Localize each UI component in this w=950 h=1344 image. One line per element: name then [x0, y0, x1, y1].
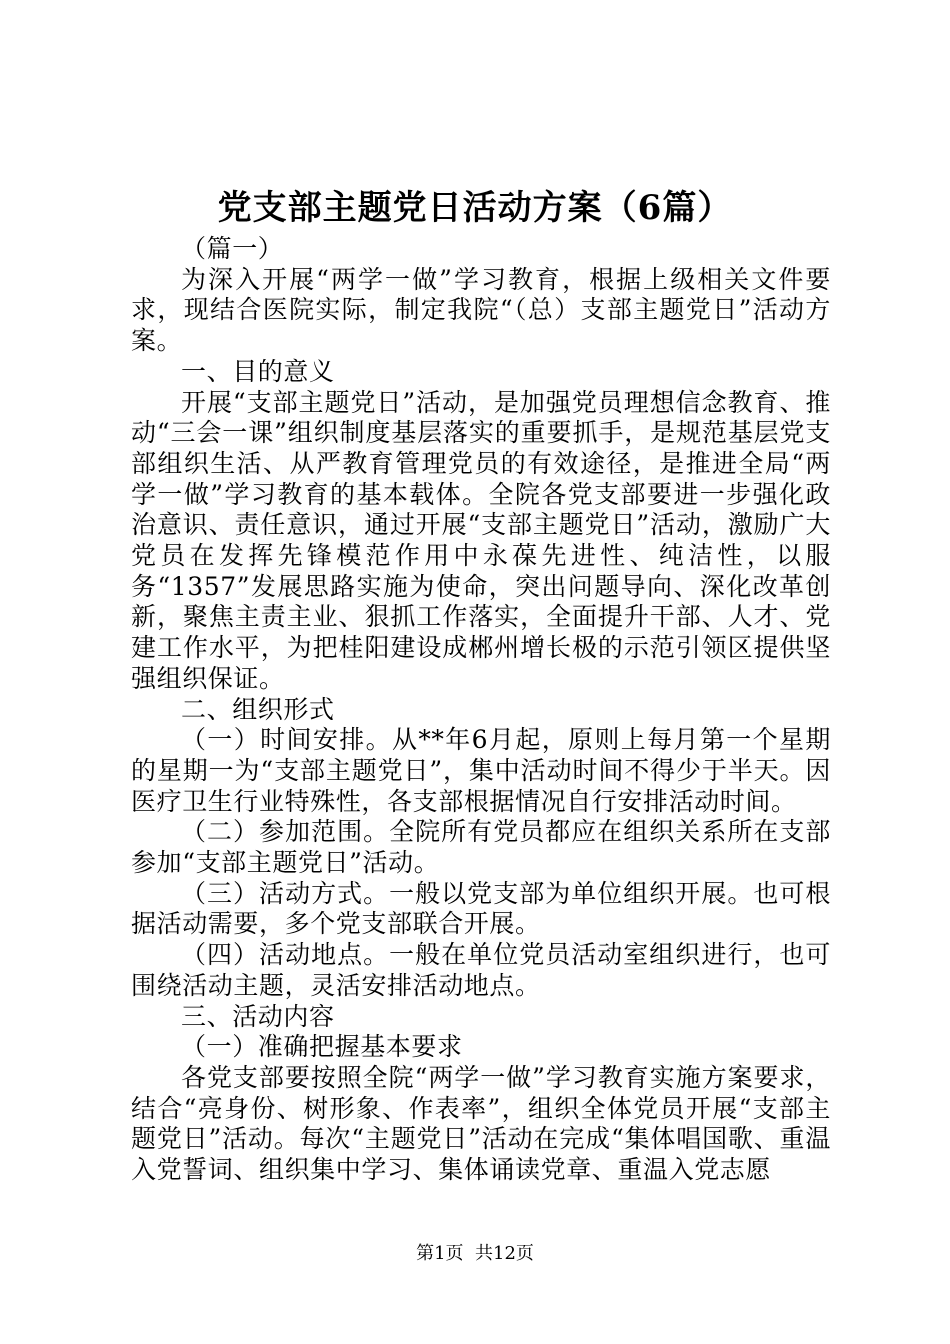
participation-scope-paragraph: （二）参加范围。全院所有党员都应在组织关系所在支部参加“支部主题党日”活动。: [131, 817, 831, 878]
section-label-part-one: （篇一）: [181, 234, 284, 263]
purpose-paragraph: 开展“支部主题党日”活动，是加强党员理想信念教育、推动“三会一课”组织制度基层落实的重要抓手，是规范基层党支部组织生活、从严教育管理党员的有效途径，是推进全局“两学一做”学习教育的基本载体。全院各党支部要进一步强化政治意识、责任意识，通过开展“支部主题党日”活动，激励广大党员在发挥先锋模范作用中永葆先进性、纯洁性，以服务“1357”发展思路实施为使命，突出问题导向、深化改革创新，聚焦主责主业、狠抓工作落实，全面提升干部、人才、党建工作水平，为把桂阳建设成郴州增长极的示范引领区提供坚强组织保证。: [131, 387, 831, 693]
heading-organization: 二、组织形式: [181, 694, 335, 724]
page-number: 第1页 共12页: [416, 1243, 534, 1264]
document-title: 党支部主题党日活动方案（6篇）: [217, 188, 733, 228]
page-footer: [0, 1243, 950, 1265]
subheading-requirements: （一）准确把握基本要求: [181, 1032, 463, 1062]
heading-purpose: 一、目的意义: [181, 356, 335, 386]
activity-location-paragraph: （四）活动地点。一般在单位党员活动室组织进行，也可围绕活动主题，灵活安排活动地点。: [131, 940, 831, 1000]
activity-method-paragraph: （三）活动方式。一般以党支部为单位组织开展。也可根据活动需要，多个党支部联合开展。: [131, 878, 831, 939]
time-arrangement-paragraph: （一）时间安排。从**年6月起，原则上每月第一个星期的星期一为“支部主题党日”，集中活动时间不得少于半天。因医疗卫生行业特殊性，各支部根据情况自行安排活动时间。: [131, 725, 831, 816]
requirements-paragraph: 各党支部要按照全院“两学一做”学习教育实施方案要求，结合“亮身份、树形象、作表率”，组织全体党员开展“支部主题党日”活动。每次“主题党日”活动在完成“集体唱国歌、重温入党誓词、组织集中学习、集体诵读党章、重温入党志愿: [131, 1062, 831, 1185]
document-body: [131, 234, 831, 1186]
heading-content: 三、活动内容: [181, 1001, 335, 1031]
intro-paragraph: 为深入开展“两学一做”学习教育，根据上级相关文件要求，现结合医院实际，制定我院“（总）支部主题党日”活动方案。: [131, 264, 831, 356]
